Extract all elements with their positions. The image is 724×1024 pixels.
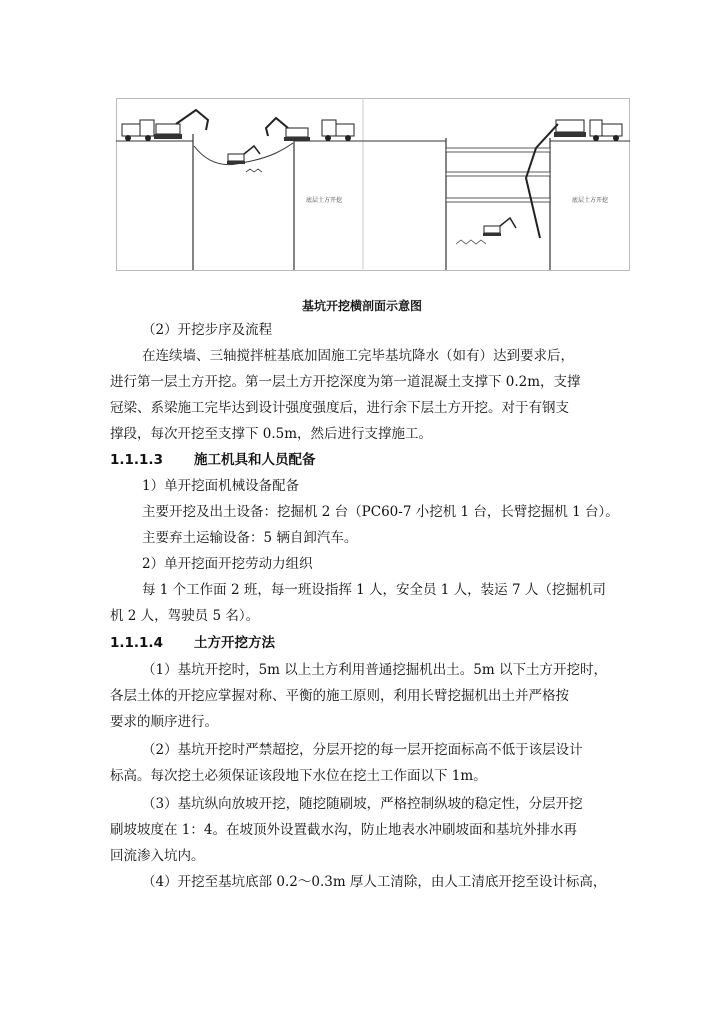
section-number: 1.1.1.4	[110, 635, 163, 651]
dump-truck-icon	[322, 120, 354, 141]
paragraph-line: 每 1 个工作面 2 班，每一班设指挥 1 人，安全员 1 人，装运 7 人（挖掘机司	[142, 582, 606, 598]
paragraph-line: 冠梁、系梁施工完毕达到设计强度强度后，进行余下层土方开挖。对于有钢支	[110, 400, 569, 416]
figure-right-label: 底层土方开挖	[572, 197, 609, 204]
paragraph-line: （2）开挖步序及流程	[142, 322, 273, 338]
paragraph-line: 撑段，每次开挖至支撑下 0.5m，然后进行支撑施工。	[110, 426, 433, 442]
excavation-cross-section-figure	[116, 98, 630, 272]
left-panel	[116, 110, 363, 270]
paragraph-line: 要求的顺序进行。	[110, 714, 218, 730]
dump-truck-icon	[590, 120, 622, 141]
paragraph-line: 主要弃土运输设备：5 辆自卸汽车。	[142, 530, 358, 546]
section-title: 施工机具和人员配备	[194, 452, 316, 468]
figure-left-label: 底层土方开挖	[306, 197, 343, 204]
paragraph-line: 各层土体的开挖应掌握对称、平衡的施工原则，利用长臂挖掘机出土并严格按	[110, 688, 569, 704]
paragraph-line: （1）基坑开挖时，5m 以上土方利用普通挖掘机出土。5m 以下土方开挖时，	[142, 662, 607, 678]
support-strut-3	[446, 198, 550, 202]
paragraph-line: 机 2 人，驾驶员 5 名）。	[110, 608, 260, 624]
paragraph-line: 主要开挖及出土设备：挖掘机 2 台（PC60-7 小挖机 1 台，长臂挖掘机 1 台）。	[142, 504, 619, 520]
excavator-icon	[154, 110, 208, 139]
paragraph-line: 2）单开挖面开挖劳动力组织	[142, 556, 313, 572]
paragraph-line: 进行第一层土方开挖。第一层土方开挖深度为第一道混凝土支撑下 0.2m，支撑	[110, 374, 581, 390]
paragraph-line: （3）基坑纵向放坡开挖，随挖随刷坡，严格控制纵坡的稳定性，分层开挖	[142, 796, 583, 812]
support-strut-2	[446, 172, 550, 176]
cross-section-drawing	[116, 98, 630, 272]
paragraph-line: 标高。每次挖土必须保证该段地下水位在挖土工作面以下 1m。	[110, 768, 487, 784]
dump-truck-icon	[122, 120, 154, 141]
paragraph-line: （2）基坑开挖时严禁超挖，分层开挖的每一层开挖面标高不低于该层设计	[142, 742, 583, 758]
paragraph-line: 1）单开挖面机械设备配备	[142, 478, 300, 494]
paragraph-line: 在连续墙、三轴搅拌桩基底加固施工完毕基坑降水（如有）达到要求后，	[142, 348, 574, 364]
section-title: 土方开挖方法	[194, 635, 275, 651]
right-panel	[363, 120, 630, 270]
paragraph-line: 刷坡坡度在 1：4。在坡顶外设置截水沟，防止地表水冲刷坡面和基坑外排水再	[110, 822, 577, 838]
section-heading	[110, 633, 275, 653]
excavator-icon	[227, 146, 260, 164]
figure-caption: 基坑开挖横剖面示意图	[301, 299, 422, 313]
excavator-icon	[266, 118, 310, 141]
long-arm-excavator-icon	[526, 120, 586, 238]
paragraph-line: 回流渗入坑内。	[110, 848, 205, 864]
section-heading	[110, 450, 316, 470]
excavator-icon	[483, 218, 516, 236]
section-number: 1.1.1.3	[110, 452, 163, 468]
paragraph-line: （4）开挖至基坑底部 0.2～0.3m 厚人工清除，由人工清底开挖至设计标高，	[142, 874, 607, 890]
